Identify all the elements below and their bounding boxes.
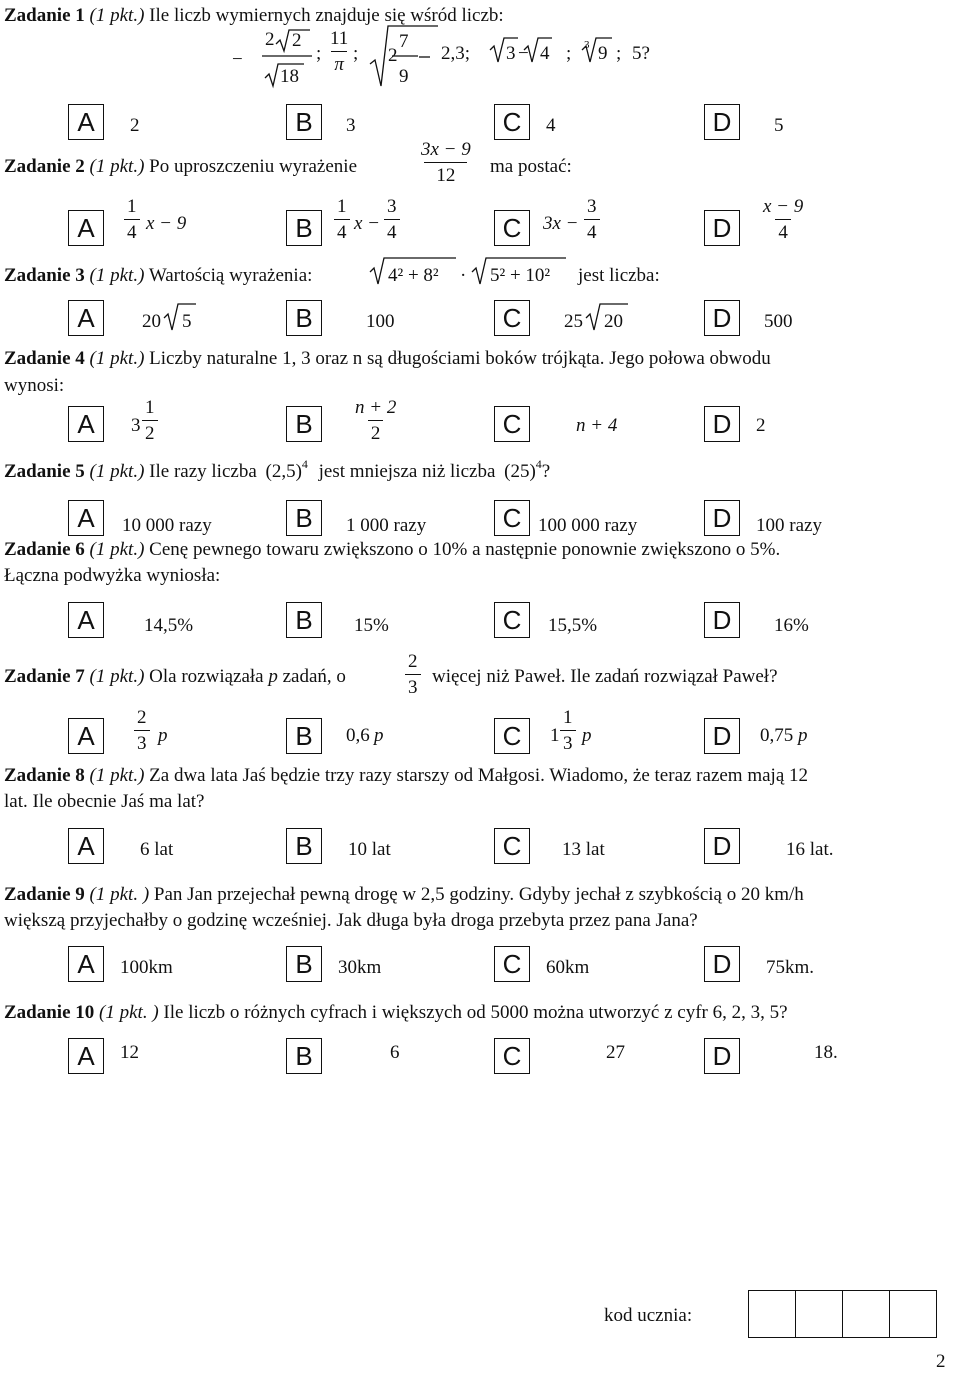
task-10-option-b[interactable]: B — [286, 1038, 322, 1074]
task-6-heading: Zadanie 6 (1 pkt.) Cenę pewnego towaru zwiększono o 10% a następnie ponownie zwiększono o 5%. — [4, 539, 781, 560]
task-2-b-fraction-1: $\frac{1}{4}$ — [334, 197, 350, 242]
student-code-digit-1[interactable] — [748, 1290, 796, 1338]
task-7-heading: Zadanie 7 (1 pkt.) Ola rozwiązała p zadań, o — [4, 666, 346, 687]
task-1-heading: Zadanie 1 (1 pkt.) Ile liczb wymiernych znajduje się wśród liczb: — [4, 5, 504, 26]
task-5-option-c[interactable]: C — [494, 500, 530, 536]
task-10-option-d[interactable]: D — [704, 1038, 740, 1074]
task-7-fraction: $\frac{2}{3}$ — [405, 652, 421, 697]
task-2-option-b[interactable]: B — [286, 210, 322, 246]
task-3-option-d[interactable]: D — [704, 300, 740, 336]
task-4-a-fraction: $\frac{1}{2}$ — [142, 398, 158, 443]
task-5-option-d[interactable]: D — [704, 500, 740, 536]
task-10-option-c[interactable]: C — [494, 1038, 530, 1074]
task-9-option-b[interactable]: B — [286, 946, 322, 982]
task-2-b-fraction-2: $\frac{3}{4}$ — [384, 197, 400, 242]
task-10-heading: Zadanie 10 (1 pkt. ) Ile liczb o różnych cyfrach i większych od 5000 można utworzyć z cyfr 6, 2, 3, 5? — [4, 1002, 788, 1023]
fraction-root-2-over-root-18: 2 2 18 — [262, 24, 312, 88]
task-2-option-d[interactable]: D — [704, 210, 740, 246]
task-4-option-c[interactable]: C — [494, 406, 530, 442]
task-4-option-b[interactable]: B — [286, 406, 322, 442]
student-code-digit-4[interactable] — [889, 1290, 937, 1338]
task-2-heading: Zadanie 2 (1 pkt.) Po uproszczeniu wyrażenie — [4, 156, 358, 177]
task-6-option-d[interactable]: D — [704, 602, 740, 638]
task-1-option-c[interactable]: C — [494, 104, 530, 140]
task-7-option-d[interactable]: D — [704, 718, 740, 754]
task-7-a-fraction: $\frac{2}{3}$ — [134, 708, 150, 753]
task-1-option-b[interactable]: B — [286, 104, 322, 140]
task-8-option-a[interactable]: A — [68, 828, 104, 864]
task-6-option-a[interactable]: A — [68, 602, 104, 638]
task-10-option-a[interactable]: A — [68, 1038, 104, 1074]
task-2-d-fraction: $\frac{x - 9}{4}$ — [763, 196, 804, 243]
task-7-option-a[interactable]: A — [68, 718, 104, 754]
task-2-a-fraction: $\frac{1}{4}$ — [124, 197, 140, 242]
task-9-option-d[interactable]: D — [704, 946, 740, 982]
task-7-option-c[interactable]: C — [494, 718, 530, 754]
task-8-option-c[interactable]: C — [494, 828, 530, 864]
student-code-digit-2[interactable] — [795, 1290, 843, 1338]
task-3-c-root: 20 — [584, 302, 632, 334]
task-9-option-c[interactable]: C — [494, 946, 530, 982]
task-3-heading: Zadanie 3 (1 pkt.) Wartością wyrażenia: — [4, 265, 313, 286]
task-3-a-root: 5 — [162, 302, 202, 334]
task-4-option-d[interactable]: D — [704, 406, 740, 442]
task-3-root-2: 5² + 10² — [470, 256, 570, 288]
task-3-root-1: 4² + 8² — [368, 256, 458, 288]
task-8-option-d[interactable]: D — [704, 828, 740, 864]
task-7-option-b[interactable]: B — [286, 718, 322, 754]
task-5-option-b[interactable]: B — [286, 500, 322, 536]
task-3-option-b[interactable]: B — [286, 300, 322, 336]
page-number: 2 — [936, 1351, 946, 1372]
student-code-digit-3[interactable] — [842, 1290, 890, 1338]
task-5-heading: Zadanie 5 (1 pkt.) Ile razy liczba $(2,5)^4$ jest mniejsza niż liczba $(25)^4$? — [4, 457, 551, 482]
task-2-expression: $\frac{3x - 9}{12}$ — [421, 139, 471, 186]
task-6-option-b[interactable]: B — [286, 602, 322, 638]
task-1-option-a[interactable]: A — [68, 104, 104, 140]
task-8-heading: Zadanie 8 (1 pkt.) Za dwa lata Jaś będzie trzy razy starszy od Małgosi. Wiadomo, że teraz razem mają 12 — [4, 765, 809, 786]
task-4-heading: Zadanie 4 (1 pkt.) Liczby naturalne 1, 3 oraz n są długościami boków trójkąta. Jego połowa obwodu — [4, 348, 771, 369]
task-9-heading: Zadanie 9 (1 pkt. ) Pan Jan przejechał pewną drogę w 2,5 godziny. Gdyby jechał z szybkością o 20 km/h — [4, 884, 804, 905]
task-4-option-a[interactable]: A — [68, 406, 104, 442]
task-5-option-a[interactable]: A — [68, 500, 104, 536]
task-3-option-a[interactable]: A — [68, 300, 104, 336]
root-of-7-over-9-minus-2: 2 7 9 — [370, 24, 440, 88]
root-3-minus-root-4: 3 − 4 — [488, 34, 568, 66]
student-code-label: kod ucznia: — [604, 1305, 693, 1326]
task-8-option-b[interactable]: B — [286, 828, 322, 864]
task-6-option-c[interactable]: C — [494, 602, 530, 638]
task-7-c-fraction: $\frac{1}{3}$ — [560, 708, 576, 753]
task-2-option-a[interactable]: A — [68, 210, 104, 246]
task-1-option-d[interactable]: D — [704, 104, 740, 140]
task-2-option-c[interactable]: C — [494, 210, 530, 246]
task-2-c-fraction: $\frac{3}{4}$ — [584, 197, 600, 242]
task-9-option-a[interactable]: A — [68, 946, 104, 982]
task-4-b-fraction: $\frac{n + 2}{2}$ — [355, 397, 397, 444]
task-3-option-c[interactable]: C — [494, 300, 530, 336]
cube-root-9: 3 9 — [580, 34, 620, 66]
fraction-11-over-pi: $\frac{11}{\pi}$ — [330, 28, 349, 75]
